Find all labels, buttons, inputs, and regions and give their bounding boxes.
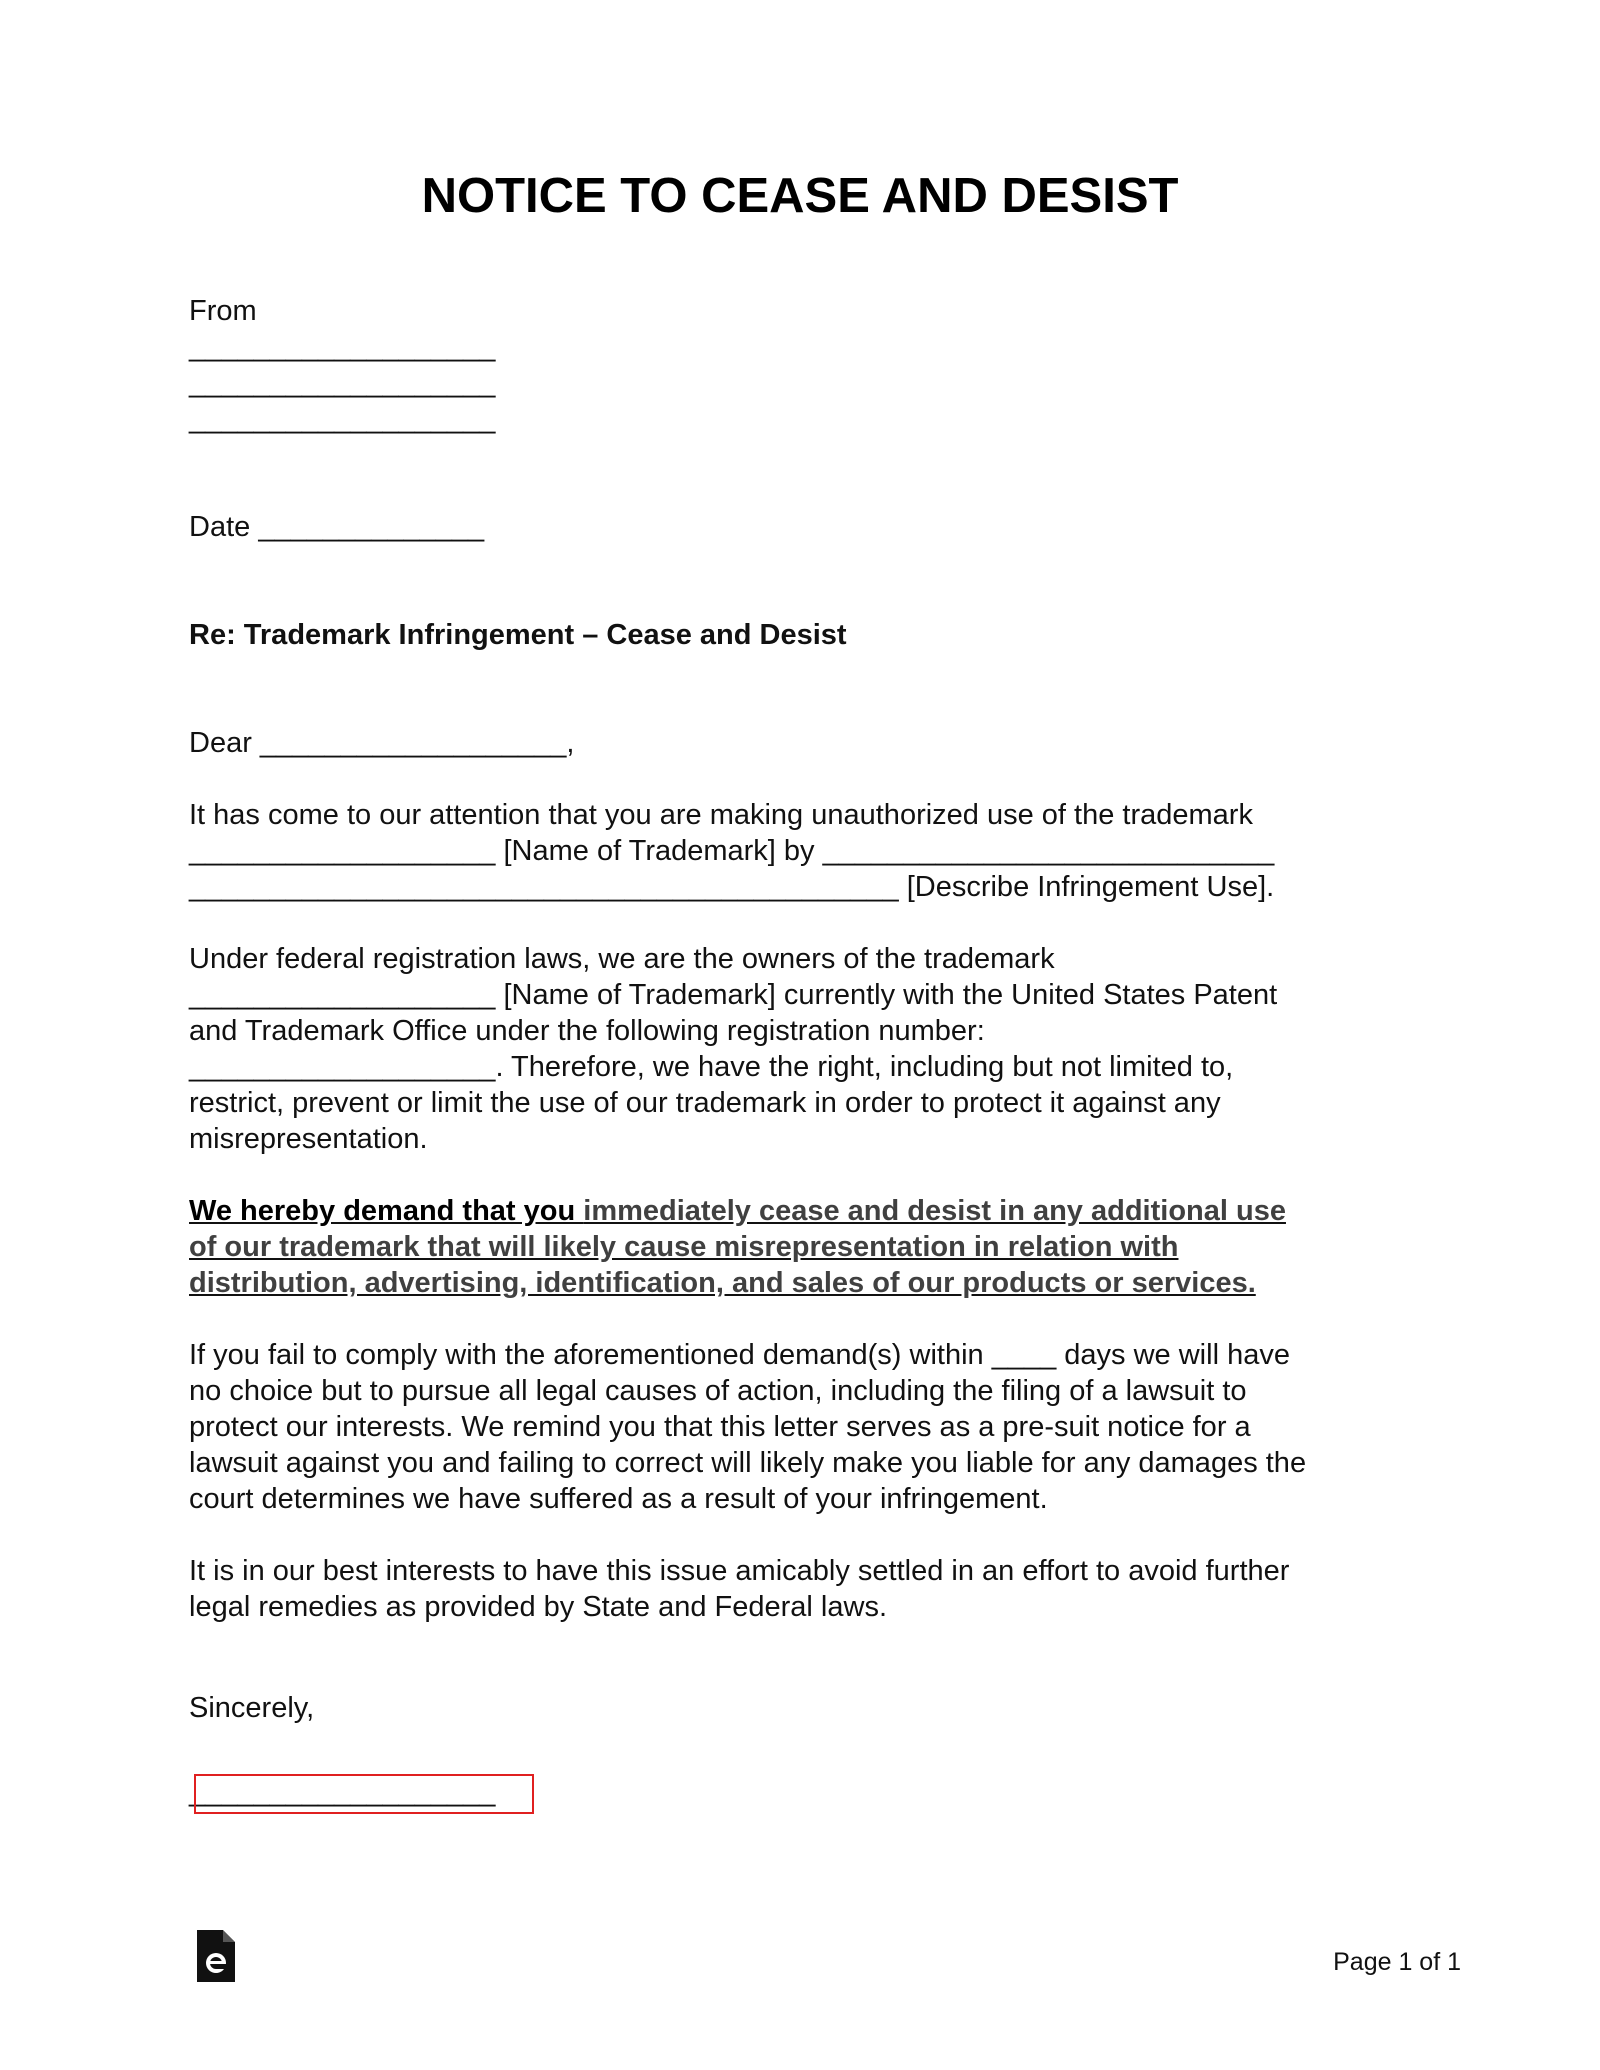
from-label: From: [189, 295, 257, 327]
paragraph-unauthorized-use: It has come to our attention that you are making unauthorized use of the trademark ___________________ [Name of Trademark] by ____________________________ ____________________________________________ [Describe Infringement Use].: [189, 799, 1275, 903]
from-line-1[interactable]: ___________________: [189, 331, 496, 363]
signature-line: ___________________: [189, 1776, 496, 1808]
closing: Sincerely,: [189, 1692, 315, 1724]
paragraph-registration: Under federal registration laws, we are the owners of the trademark ___________________ [Name of Trademark] currently with the United States Patent and Trademark Office under the following registration number: ___________________. Therefore, we have the right, including but not limited to, restrict, prevent or limit the use of our trademark in order to protect it against any misrepresentation.: [189, 943, 1278, 1155]
demand-rest-text: immediately cease and desist in any additional use of our trademark that will likely cause misrepresentation in relation with distribution, advertising, identification, and sales of our products or services.: [189, 1195, 1286, 1299]
demand-lead-text: We hereby demand that you: [189, 1195, 584, 1227]
document-e-icon: [197, 1930, 235, 1982]
signature-field[interactable]: [194, 1774, 534, 1814]
paragraph-compliance: If you fail to comply with the aforementioned demand(s) within ____ days we will have no choice but to pursue all legal causes of action, including the filing of a lawsuit to protect our interests. We remind you that this letter serves as a pre-suit notice for a lawsuit against you and failing to correct will likely make you liable for any damages the court determines we have suffered as a result of your infringement.: [189, 1339, 1307, 1515]
date-line[interactable]: Date ______________: [189, 511, 485, 543]
from-line-3[interactable]: ___________________: [189, 403, 496, 435]
paragraph-demand: [189, 1193, 1419, 1301]
subject-line: Re: Trademark Infringement – Cease and Desist: [189, 619, 847, 651]
from-line-2[interactable]: ___________________: [189, 367, 496, 399]
page-number: Page 1 of 1: [1333, 1948, 1461, 1976]
paragraph-amicable: It is in our best interests to have this issue amicably settled in an effort to avoid further legal remedies as provided by State and Federal laws.: [189, 1555, 1290, 1623]
document-title: NOTICE TO CEASE AND DESIST: [421, 169, 1179, 223]
salutation[interactable]: Dear ___________________,: [189, 727, 575, 759]
